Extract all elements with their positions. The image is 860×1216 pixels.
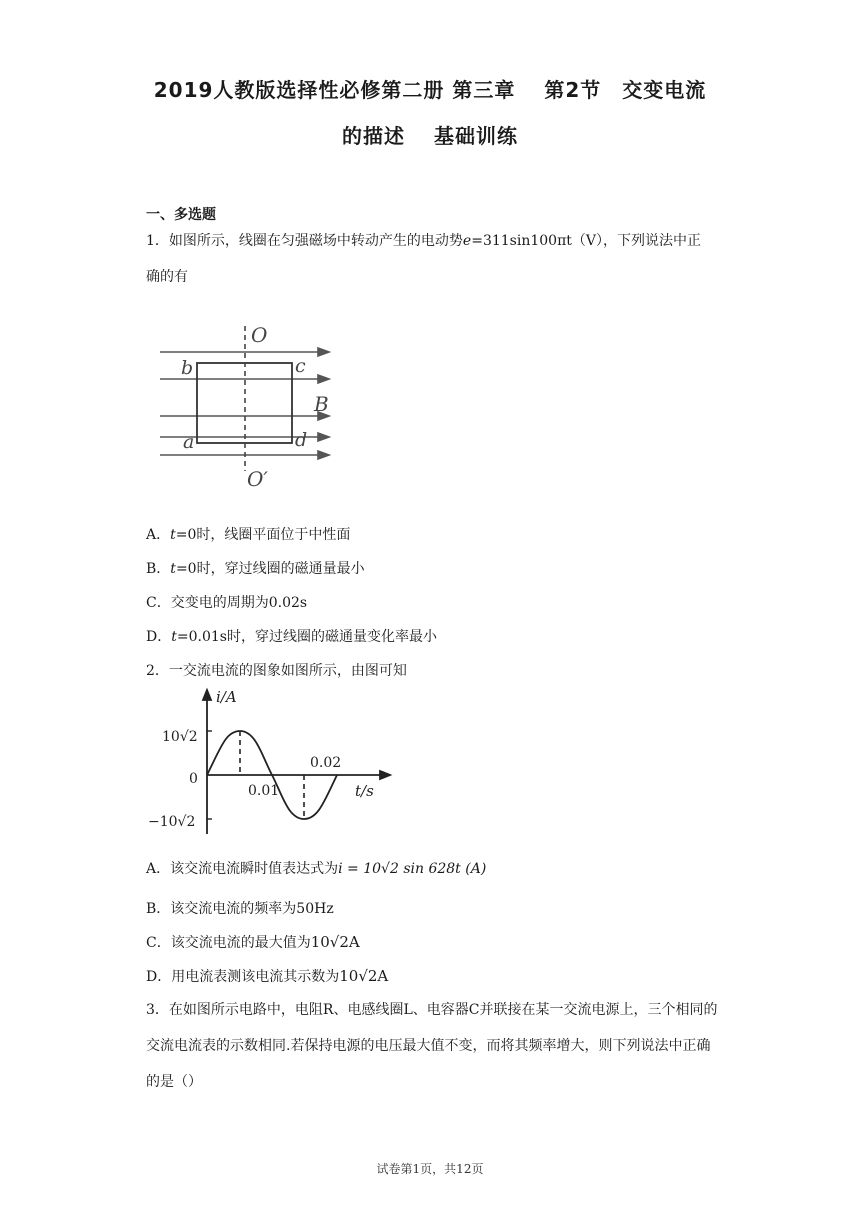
label-o: O — [251, 323, 268, 347]
option-letter: A． — [146, 527, 171, 543]
q3-number: 3． — [146, 1002, 169, 1018]
section-heading: 一、多选题 — [146, 207, 216, 223]
q1-option-c — [146, 592, 307, 612]
option-formula: 10√2A — [339, 967, 389, 985]
option-var: t — [171, 629, 177, 645]
tick-0-02: 0.02 — [310, 755, 342, 771]
alternating-current-graph — [142, 684, 394, 840]
option-text: 交变电的周期为0.02s — [170, 595, 308, 611]
q2-option-c — [146, 932, 360, 952]
option-text: =0.01s时，穿过线圈的磁通量变化率最小 — [176, 629, 437, 645]
page-footer: 试卷第1页，共12页 — [376, 1162, 484, 1176]
tick-0-01: 0.01 — [248, 783, 280, 799]
label-d: d — [295, 429, 308, 451]
option-formula: i = 10√2 sin 628t (A) — [338, 861, 487, 877]
option-var: t — [170, 561, 176, 577]
q1-number: 1． — [146, 233, 169, 249]
tick-negative-peak: −10√2 — [148, 814, 196, 830]
option-var: t — [170, 527, 176, 543]
q2-stem-text: 一交流电流的图象如图所示，由图可知 — [168, 663, 407, 679]
q1-option-a — [146, 524, 350, 544]
label-b: b — [181, 357, 194, 379]
option-letter: A． — [146, 861, 171, 877]
option-letter: D． — [146, 629, 172, 645]
option-letter: C． — [146, 935, 171, 951]
q2-stem — [146, 660, 407, 680]
q2-number: 2． — [146, 663, 169, 679]
option-text: 该交流电流的最大值为 — [170, 935, 311, 951]
option-formula: 10√2A — [310, 933, 360, 951]
tick-zero: 0 — [189, 771, 198, 787]
option-text: =0时，线圈平面位于中性面 — [175, 527, 351, 543]
option-text: =0时，穿过线圈的磁通量最小 — [175, 561, 365, 577]
option-letter: B． — [146, 901, 171, 917]
page-title-line1: 2019人教版选择性必修第二册 第三章 第2节 交变电流 — [153, 78, 707, 102]
label-a: a — [183, 431, 195, 453]
q2-option-d — [146, 966, 388, 986]
x-axis-label: t/s — [355, 782, 374, 800]
q1-stem-line2: 确的有 — [146, 269, 188, 285]
q2-option-a — [146, 858, 486, 878]
option-letter: B． — [146, 561, 171, 577]
option-text: 该交流电流的频率为50Hz — [170, 901, 334, 917]
q1-stem-text: 如图所示，线圈在匀强磁场中转动产生的电动势 — [168, 233, 463, 249]
q1-stem-line1 — [146, 230, 701, 250]
option-letter: C． — [146, 595, 171, 611]
option-letter: D． — [146, 969, 172, 985]
label-field-b: B — [314, 392, 329, 416]
q2-option-b — [146, 898, 334, 918]
label-c: c — [295, 355, 306, 377]
q3-stem — [146, 992, 718, 1100]
q1-emf-expr: =311sin100πt（V），下列说法中正 — [471, 233, 702, 249]
option-text: 该交流电流瞬时值表达式为 — [170, 861, 339, 877]
q1-option-b — [146, 558, 365, 578]
label-o-prime: O′ — [247, 467, 268, 490]
page-title-line2: 的描述 基础训练 — [342, 124, 518, 148]
coil-in-magnetic-field-figure — [155, 318, 345, 490]
q1-option-d — [146, 626, 437, 646]
tick-positive-peak: 10√2 — [162, 729, 198, 745]
option-text: 用电流表测该电流其示数为 — [171, 969, 340, 985]
q1-emf-var: e — [462, 233, 472, 249]
y-axis-label: i/A — [216, 688, 237, 706]
q3-stem-text: 在如图所示电路中，电阻R、电感线圈L、电容器C并联接在某一交流电源上，三个相同的交流电流表的示数相同.若保持电源的电压最大值不变，而将其频率增大，则下列说法中正确的是（） — [146, 1002, 718, 1090]
